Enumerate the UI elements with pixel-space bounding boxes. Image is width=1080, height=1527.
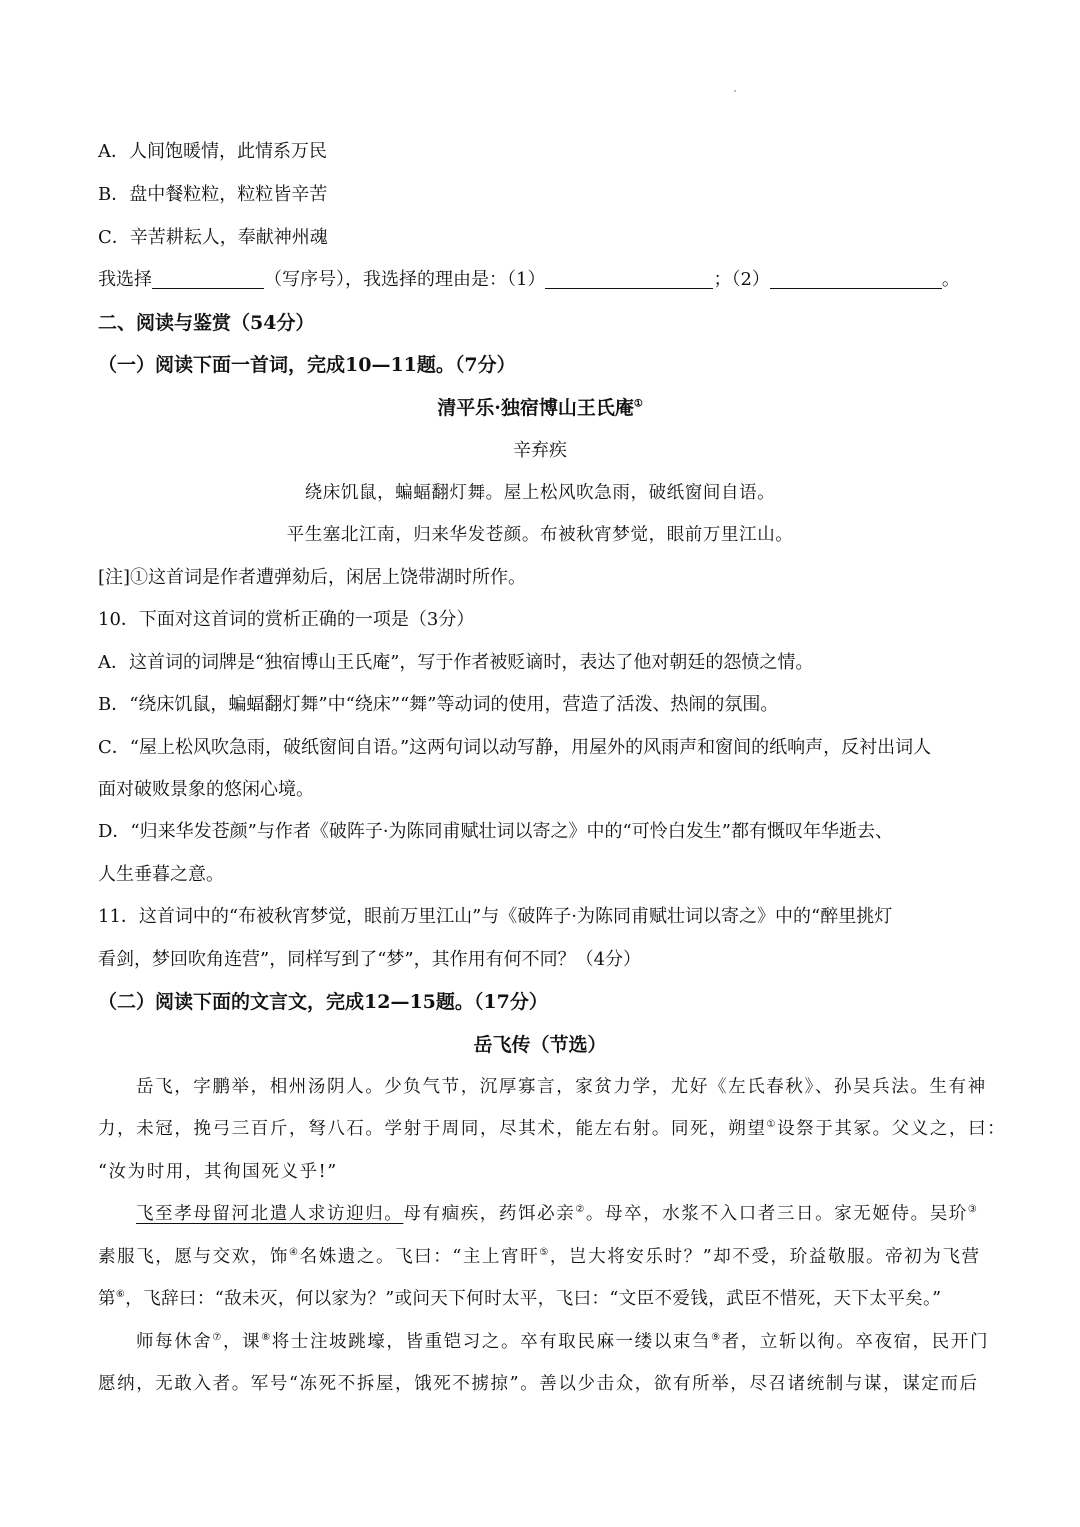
underlined-sentence: 飞至孝母留河北遣人求访迎归。 [136, 1204, 404, 1224]
q10-stem: 10．下面对这首词的赏析正确的一项是（3分） [98, 609, 475, 630]
essay-text: 力，未冠，挽弓三百斤，弩八石。学射于周同，尽其术，能左右射。同死，朔望 [98, 1119, 767, 1139]
q11-line2: 看剑，梦回吹角连营”，同样写到了“梦”，其作用有何不同？（4分） [98, 949, 642, 970]
footnote-mark: ④ [289, 1247, 300, 1259]
essay-p1-line1: 岳飞，字鹏举，相州汤阴人。少负气节，沉厚寡言，家贫力学，尤好《左氏春秋》、孙吴兵法。生有神 [136, 1077, 987, 1097]
essay-p3-line2: 愿纳，无敢入者。军号“冻死不拆屋，饿死不掳掠”。善以少击众，欲有所举，尽召诸统制与谋，谋定而后 [98, 1374, 979, 1394]
choice-sep: ；（2） [713, 269, 770, 290]
essay-text: 者，立斩以徇。卒夜宿，民开门 [721, 1332, 990, 1352]
option-b: B．盘中餐粒粒，粒粒皆辛苦 [98, 184, 328, 205]
essay-title: 岳飞传（节选） [473, 1034, 607, 1056]
part1-heading: （一）阅读下面一首词，完成10—11题。（7分） [98, 354, 516, 376]
essay-text: ，课 [222, 1332, 262, 1352]
essay-p1-line3: “汝为时用，其徇国死义乎!” [98, 1162, 338, 1182]
footnote-mark: ① [766, 1119, 778, 1131]
essay-p3-line1 [136, 1330, 989, 1354]
essay-text: 师每休舍 [136, 1332, 213, 1352]
footnote-mark: ⑥ [115, 1289, 126, 1301]
essay-p2-line2 [98, 1245, 981, 1269]
choice-line [98, 268, 960, 292]
answer-blank-reason-1[interactable] [545, 270, 713, 289]
q10-option-c-line1: C．“屋上松风吹急雨，破纸窗间自语。”这两句词以动写静，用屋外的风雨声和窗间的纸响声，反衬出词人 [98, 737, 932, 758]
q10-option-a: A．这首词的词牌是“独宿博山王氏庵”，写于作者被贬谪时，表达了他对朝廷的怨愤之情。 [98, 652, 814, 673]
essay-text: 母有痼疾，药饵必亲 [403, 1204, 576, 1224]
essay-text: 设祭于其冢。父义之，曰： [777, 1119, 1007, 1139]
essay-p1-line2 [98, 1117, 1006, 1141]
essay-text: ，岂大将安乐时？”却不受，玠益敬服。帝初为飞营 [549, 1247, 981, 1267]
part2-heading: （二）阅读下面的文言文，完成12—15题。（17分） [98, 991, 548, 1013]
answer-blank-reason-2[interactable] [770, 270, 942, 289]
essay-text: 。母卒，水浆不入口者三日。家无姬侍。吴玠 [585, 1204, 968, 1224]
option-c: C．辛苦耕耘人，奉献神州魂 [98, 227, 328, 248]
essay-text: 将士注坡跳壕，皆重铠习之。卒有取民麻一缕以束刍 [271, 1332, 712, 1352]
poem-title [0, 396, 1080, 420]
poem-title-text: 清平乐·独宿博山王氏庵 [437, 397, 634, 419]
essay-p2-line3 [98, 1287, 942, 1311]
choice-prefix: 我选择 [98, 269, 152, 290]
footnote-mark: ⑧ [261, 1332, 272, 1344]
poem-author: 辛弃疾 [513, 440, 567, 461]
q10-option-b: B．“绕床饥鼠，蝙蝠翻灯舞”中“绕床”“舞”等动词的使用，营造了活泼、热闹的氛围。 [98, 694, 779, 715]
footnote-mark: ⑦ [212, 1332, 223, 1344]
answer-blank-number[interactable] [152, 270, 264, 289]
choice-mid: （写序号），我选择的理由是：（1） [264, 269, 546, 290]
q11-line1: 11．这首词中的“布被秋宵梦觉，眼前万里江山”与《破阵子·为陈同甫赋壮词以寄之》中的“醉里挑灯 [98, 906, 893, 927]
essay-text: 素服飞，愿与交欢，饰 [98, 1247, 289, 1267]
footnote-mark: ② [575, 1204, 586, 1216]
footnote-mark: ③ [967, 1204, 979, 1216]
essay-text: ，飞辞曰：“敌未灭，何以家为？”或问天下何时太平，飞曰：“文臣不爱钱，武臣不惜死，天下太平矣。” [125, 1289, 942, 1309]
poem-line-1: 绕床饥鼠，蝙蝠翻灯舞。屋上松风吹急雨，破纸窗间自语。 [304, 483, 776, 503]
poem-title-footnote-mark: ① [633, 398, 643, 410]
choice-end: 。 [941, 269, 960, 290]
q10-option-c-line2: 面对破败景象的悠闲心境。 [98, 779, 314, 800]
essay-text: 名姝遗之。飞曰：“主上宵旰 [299, 1247, 540, 1267]
section-heading: 二、阅读与鉴赏（54分） [98, 312, 315, 334]
essay-text: 第 [98, 1289, 116, 1309]
scan-speck [734, 90, 736, 92]
poem-note: [注]①这首词是作者遭弹劾后，闲居上饶带湖时所作。 [98, 567, 527, 588]
option-a: A．人间饱暖情，此情系万民 [98, 141, 327, 162]
q10-option-d-line1: D．“归来华发苍颜”与作者《破阵子·为陈同甫赋壮词以寄之》中的“可怜白发生”都有慨叹年华逝去、 [98, 821, 893, 842]
q10-option-d-line2: 人生垂暮之意。 [98, 864, 224, 885]
essay-p2-line1 [136, 1202, 978, 1226]
footnote-mark: ⑨ [711, 1332, 722, 1344]
poem-line-2: 平生塞北江南，归来华发苍颜。布被秋宵梦觉，眼前万里江山。 [286, 525, 794, 545]
footnote-mark: ⑤ [539, 1247, 550, 1259]
